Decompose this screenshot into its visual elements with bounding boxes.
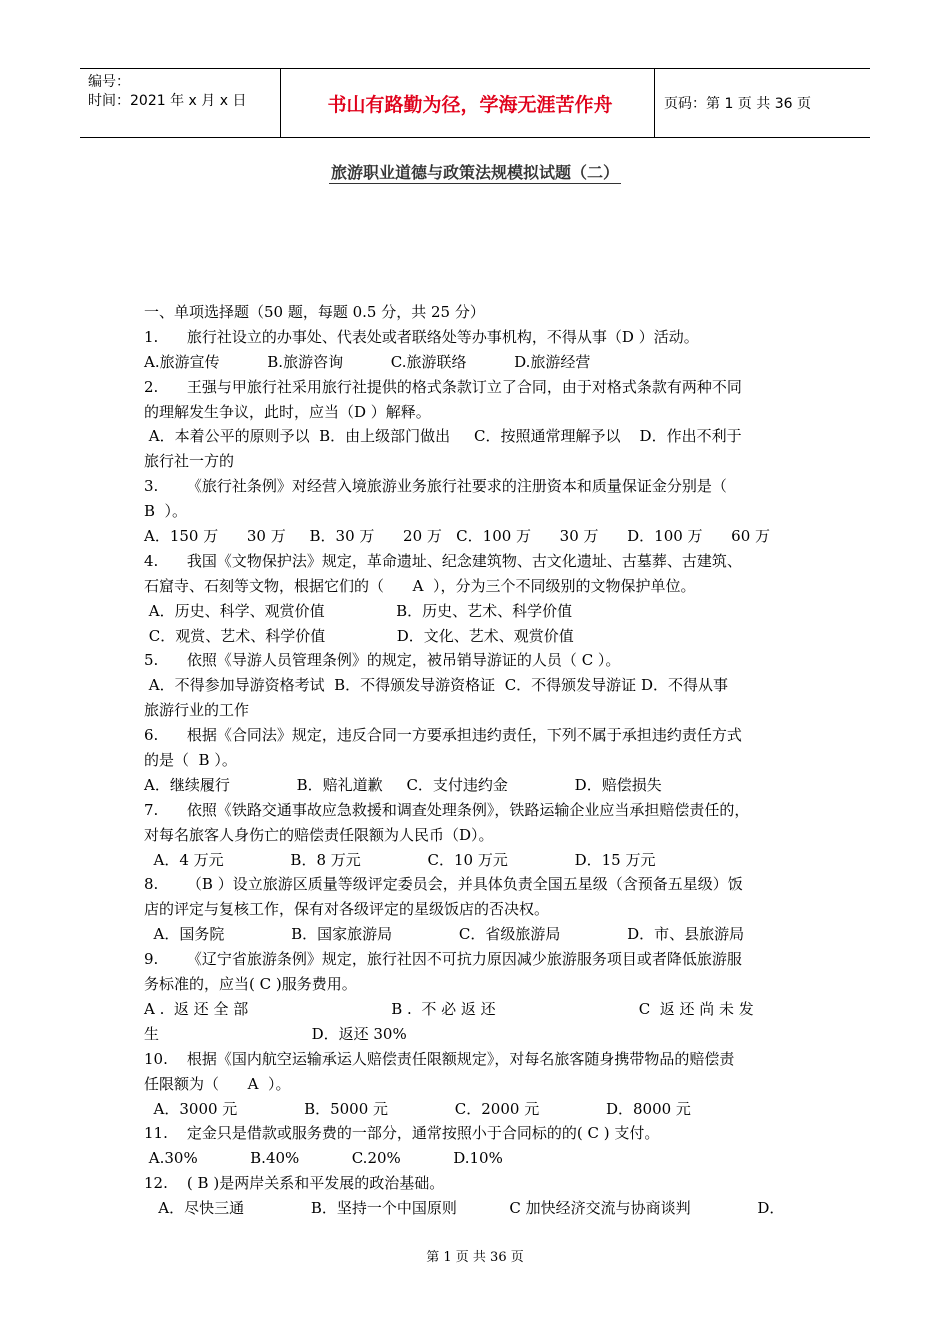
text-line: 4. 我国《文物保护法》规定，革命遗址、纪念建筑物、古文化遗址、古墓葬、古建筑、 <box>144 551 742 570</box>
text-line: 6. 根据《合同法》规定，违反合同一方要承担违约责任，下列不属于承担违约责任方式 <box>144 726 742 745</box>
text-line: 的是（ B ）。 <box>144 751 237 770</box>
text-line: 11. 定金只是借款或服务费的一部分，通常按照小于合同标的的( C ) 支付。 <box>144 1124 660 1143</box>
text-line: A．历史、科学、观赏价值 B．历史、艺术、科学价值 <box>144 601 573 620</box>
text-line: A . 返 还 全 部 B . 不 必 返 还 C 返 还 尚 未 发 <box>144 999 754 1018</box>
text-line: A．不得参加导游资格考试 B．不得颁发导游资格证 C．不得颁发导游证 D．不得从事 <box>144 676 728 695</box>
text-line: B ）。 <box>144 502 188 521</box>
text-line: 3. 《旅行社条例》对经营入境旅游业务旅行社要求的注册资本和质量保证金分别是（ <box>144 477 727 496</box>
header-divider-left <box>280 69 281 137</box>
header-page-info: 页码：第 1 页 共 36 页 <box>664 96 811 112</box>
text-line: 任限额为（ A ）。 <box>144 1074 291 1093</box>
header-divider-right <box>654 69 655 137</box>
text-line: A．尽快三通 B．坚持一个中国原则 C 加快经济交流与协商谈判 D． <box>144 1199 785 1218</box>
question-body <box>144 300 816 1221</box>
text-line: 店的评定与复核工作，保有对各级评定的星级饭店的否决权。 <box>144 900 550 919</box>
text-line: C．观赏、艺术、科学价值 D．文化、艺术、观赏价值 <box>144 626 574 645</box>
text-line: A．150 万 30 万 B．30 万 20 万 C．100 万 30 万 D．100 万 60 万 <box>144 527 771 546</box>
text-line: 5. 依照《导游人员管理条例》的规定，被吊销导游证的人员（ C ）。 <box>144 651 621 670</box>
document-title: 旅游职业道德与政策法规模拟试题（二） <box>330 163 619 182</box>
text-line: 旅游行业的工作 <box>144 701 250 720</box>
text-line: 一、单项选择题（50 题，每题 0.5 分，共 25 分） <box>144 303 485 321</box>
text-line: 石窟寺、石刻等文物，根据它们的（ A ），分为三个不同级别的文物保护单位。 <box>144 576 696 595</box>
text-line: A．本着公平的原则予以 B．由上级部门做出 C．按照通常理解予以 D．作出不利于 <box>144 427 742 446</box>
text-line: 对每名旅客人身伤亡的赔偿责任限额为人民币（D）。 <box>144 825 494 844</box>
text-line: 生 D．返还 30% <box>144 1024 407 1043</box>
text-line: 12. ( B )是两岸关系和平发展的政治基础。 <box>144 1174 445 1193</box>
text-line: A．继续履行 B．赔礼道歉 C．支付违约金 D．赔偿损失 <box>144 775 662 794</box>
document-title-wrap <box>0 160 950 183</box>
text-line: 1. 旅行社设立的办事处、代表处或者联络处等办事机构，不得从事（D ）活动。 <box>144 327 699 346</box>
text-line: A.30% B.40% C.20% D.10% <box>144 1149 503 1168</box>
header-meta <box>88 73 278 111</box>
page-footer: 第 1 页 共 36 页 <box>426 1250 524 1265</box>
text-line: A．4 万元 B．8 万元 C．10 万元 D．15 万元 <box>144 850 656 869</box>
text-line: 务标准的，应当( C )服务费用。 <box>144 975 357 994</box>
text-line: 旅行社一方的 <box>144 452 235 471</box>
page-header <box>80 68 870 138</box>
text-line: 7. 依照《铁路交通事故应急救援和调查处理条例》，铁路运输企业应当承担赔偿责任的， <box>144 800 750 819</box>
text-line: A.旅游宣传 B.旅游咨询 C.旅游联络 D.旅游经营 <box>144 352 591 371</box>
text-line: 2. 王强与甲旅行社采用旅行社提供的格式条款订立了合同，由于对格式条款有两种不同 <box>144 377 742 396</box>
text-line: A．3000 元 B．5000 元 C．2000 元 D．8000 元 <box>144 1099 691 1118</box>
text-line: 9. 《辽宁省旅游条例》规定，旅行社因不可抗力原因减少旅游服务项目或者降低旅游服 <box>144 950 742 969</box>
text-line: 10. 根据《国内航空运输承运人赔偿责任限额规定》，对每名旅客随身携带物品的赔偿责 <box>144 1049 735 1068</box>
document-number-label: 编号： <box>88 74 130 90</box>
text-line: A．国务院 B．国家旅游局 C．省级旅游局 D．市、县旅游局 <box>144 925 745 944</box>
header-motto: 书山有路勤为径，学海无涯苦作舟 <box>327 93 613 116</box>
document-date: 时间：2021 年 x 月 x 日 <box>88 93 247 109</box>
text-line: 8. （B ）设立旅游区质量等级评定委员会，并具体负责全国五星级（含预备五星级）饭 <box>144 875 743 894</box>
text-line: 的理解发生争议，此时，应当（D ）解释。 <box>144 402 431 421</box>
